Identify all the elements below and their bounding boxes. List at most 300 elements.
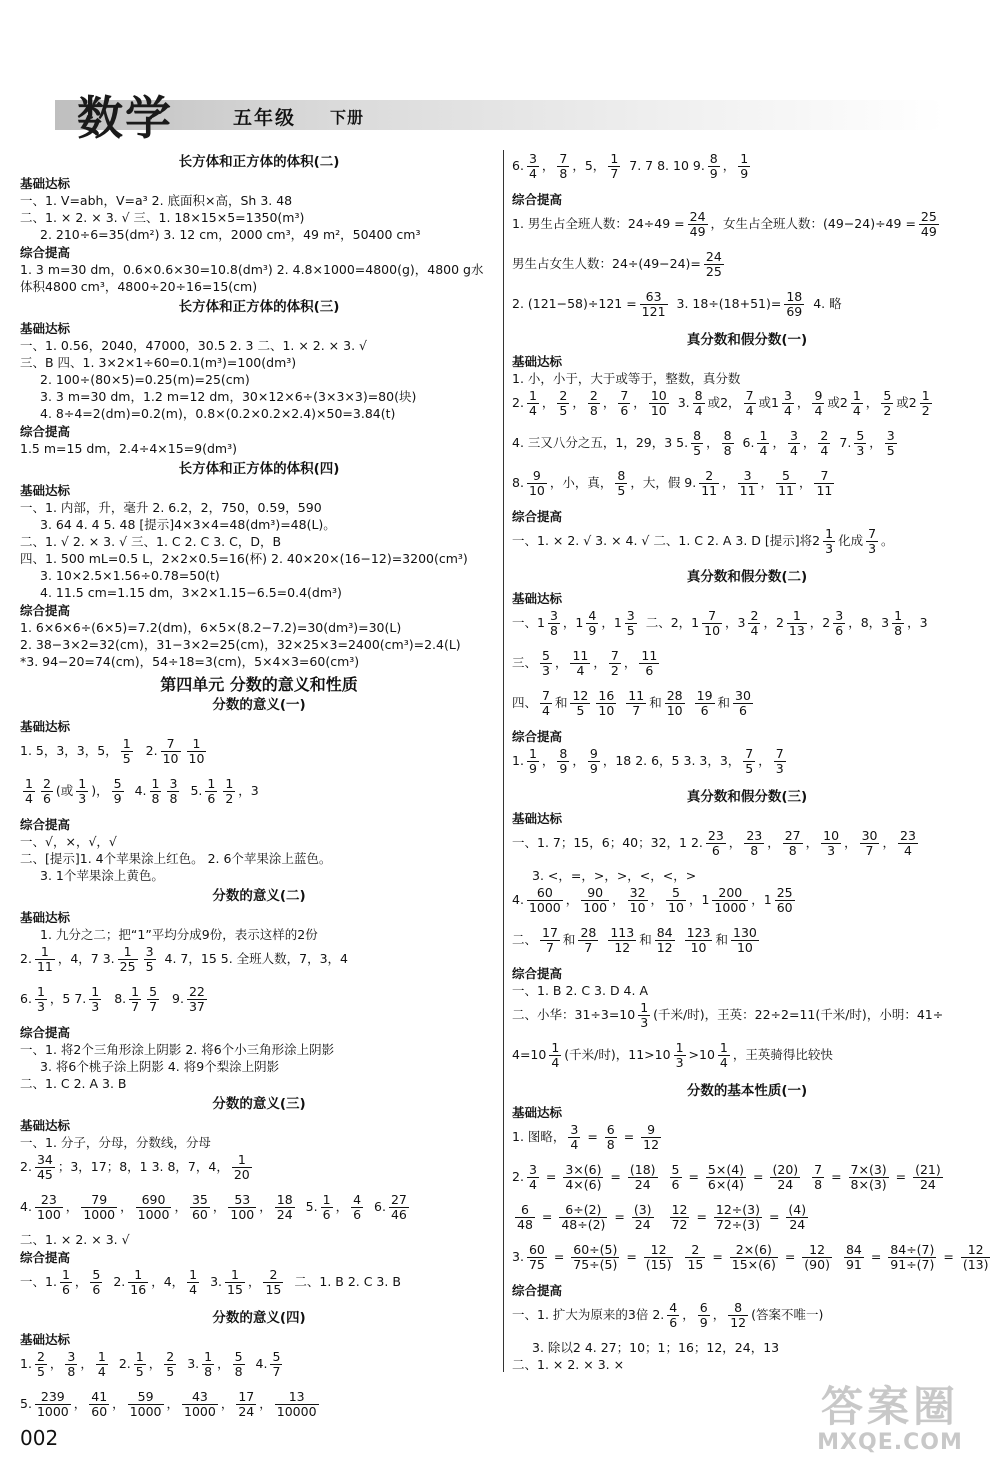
subsection-label: 基础达标: [512, 591, 563, 606]
denominator: 6: [92, 1282, 101, 1297]
numerator: 12: [671, 1202, 688, 1217]
separator: ，: [259, 1199, 272, 1214]
answer-text: 4.: [134, 783, 147, 798]
fraction: [639, 649, 659, 678]
separator: =: [619, 1129, 639, 1144]
subsection-label: 基础达标: [20, 719, 71, 734]
answer-text: 8.: [512, 475, 524, 490]
fraction: [685, 1243, 705, 1272]
answer-text: 一、1. 7；15，6；40；32，1 2.: [512, 835, 703, 850]
numerator: 2: [699, 469, 719, 484]
answer-line: [20, 1041, 498, 1058]
answer-text: 3. 10×2.5×1.56÷0.78=50(t): [40, 568, 220, 583]
denominator: 2: [883, 403, 892, 418]
denominator: 7: [272, 1364, 281, 1379]
separator: =: [827, 1169, 846, 1184]
denominator: 72: [671, 1217, 688, 1232]
separator: =: [891, 1169, 911, 1184]
answer-text: 二、1. × 2. × 3. √ 三、1. 18×15×5=1350(m³): [20, 210, 305, 225]
denominator: 2: [225, 791, 234, 806]
numerator: 1: [61, 1267, 70, 1282]
fraction: [898, 829, 918, 858]
subsection-label: 综合提高: [512, 192, 563, 207]
denominator: 5: [145, 959, 154, 974]
denominator: (15): [645, 1257, 672, 1272]
fraction: [228, 1193, 256, 1222]
separator: ，: [572, 395, 585, 410]
fraction: [718, 1041, 730, 1070]
answer-line: [20, 209, 498, 226]
denominator: 8: [589, 403, 598, 418]
answer-text: 7.: [839, 435, 852, 450]
denominator: 10: [528, 483, 545, 498]
fraction: [202, 1350, 214, 1379]
denominator: 7: [584, 940, 593, 955]
denominator: 8: [750, 843, 759, 858]
denominator: 6: [835, 623, 844, 638]
numerator: 1: [78, 776, 87, 791]
fraction: [236, 1390, 256, 1419]
answer-text: 男生占女生人数：24÷(49−24)=: [512, 256, 701, 271]
answer-text: 二、1. × 2. × 3. ×: [512, 1357, 625, 1372]
numerator: 1: [921, 388, 930, 403]
numerator: 35: [191, 1192, 208, 1207]
answer-line: [512, 467, 982, 507]
separator: ，: [760, 475, 774, 490]
numerator: 5: [856, 428, 865, 443]
answer-text: ，4，7 3.: [57, 951, 115, 966]
numerator: 25: [920, 209, 937, 224]
denominator: 9: [113, 791, 122, 806]
denominator: 4: [694, 403, 703, 418]
section-title: 长方体和正方体的体积(二): [178, 154, 340, 170]
separator: ，: [767, 835, 780, 850]
numerator: 5: [671, 1162, 680, 1177]
separator: ，: [805, 835, 819, 850]
answer-line: [512, 745, 982, 785]
answer-text: 2.: [113, 1274, 126, 1289]
denominator: 9: [709, 166, 718, 181]
numerator: 6: [606, 1122, 615, 1137]
fraction: [730, 1243, 778, 1272]
fraction: [786, 1203, 808, 1232]
fraction: [527, 469, 547, 498]
fraction: [527, 747, 539, 776]
fraction: [275, 1390, 319, 1419]
denominator: 9: [588, 623, 597, 638]
fraction: [655, 926, 675, 955]
fraction: [665, 689, 685, 718]
answer-text: ，小，真，: [549, 475, 613, 490]
fraction: [961, 1243, 991, 1272]
numerator: 34: [36, 1152, 53, 1167]
left-column: [20, 150, 498, 1428]
fraction: [549, 1041, 561, 1070]
fraction: [702, 609, 722, 638]
fraction: [638, 1001, 650, 1030]
fraction: [733, 689, 753, 718]
denominator: 6×(4): [707, 1177, 745, 1192]
fraction: [802, 1243, 832, 1272]
fraction: [892, 609, 904, 638]
fraction: [691, 429, 703, 458]
denominator: 10: [690, 940, 707, 955]
denominator: 46: [390, 1207, 407, 1222]
fraction: [527, 1163, 539, 1192]
answer-text: 4. 三又八分之五，1，29，3 5.: [512, 435, 689, 450]
fraction: [818, 429, 830, 458]
fraction: [147, 985, 159, 1014]
answer-line: [512, 248, 982, 288]
numerator: 123: [686, 925, 711, 940]
fraction: [527, 886, 563, 915]
fraction: [704, 250, 724, 279]
denominator: 15: [687, 1257, 704, 1272]
subsection-label: 基础达标: [20, 176, 71, 191]
answer-text: 一、√，×，√，√: [20, 834, 117, 849]
fraction: [628, 886, 648, 915]
answer-line: [20, 1134, 498, 1151]
subsection-label: 基础达标: [512, 354, 563, 369]
fraction: [685, 926, 713, 955]
numerator: 12: [644, 1243, 674, 1258]
answer-line: [20, 619, 498, 636]
answer-text: 3. 1个苹果涂上黄色。: [40, 868, 164, 883]
denominator: 4: [551, 1055, 560, 1070]
answer-line: [512, 884, 982, 924]
subsection-label: 综合提高: [20, 603, 71, 618]
numerator: 79: [81, 1193, 117, 1208]
fraction: [775, 886, 795, 915]
answer-line: [20, 1058, 498, 1075]
answer-text: 4.: [20, 1199, 32, 1214]
answer-line: [20, 278, 498, 295]
watermark-logo: [790, 1384, 990, 1466]
separator: ，: [758, 753, 771, 768]
fraction: [540, 926, 560, 955]
numerator: 9: [527, 469, 547, 484]
denominator: 48÷(2): [561, 1217, 606, 1232]
denominator: 10: [188, 751, 205, 766]
fraction: [96, 1350, 108, 1379]
numerator: 2: [685, 1243, 705, 1258]
fraction: [90, 1268, 102, 1297]
numerator: 1: [759, 428, 768, 443]
numerator: 690: [136, 1193, 172, 1208]
fraction: [640, 290, 668, 319]
numerator: 239: [35, 1390, 71, 1405]
answer-line: [512, 1241, 989, 1281]
subsection-label: 综合提高: [20, 1025, 71, 1040]
denominator: 8: [788, 843, 797, 858]
answer-line: [20, 550, 498, 567]
numerator: 28: [580, 925, 597, 940]
answer-text: 2. 38−3×2=32(cm)，31−3×2=25(cm)，32×25×3=2400(cm³)=2.4(L): [20, 637, 461, 652]
answer-line: [20, 867, 498, 884]
fraction: [812, 389, 824, 418]
separator: ，: [633, 395, 646, 410]
fraction: [670, 1163, 682, 1192]
answer-text: ，女生占全班人数：(49−24)÷49 =: [710, 216, 916, 231]
numerator: 1: [852, 388, 861, 403]
fraction: [557, 389, 569, 418]
denominator: 15×(6): [731, 1257, 776, 1272]
answer-text: 一、1. × 2. √ 3. × 4. √ 二、1. C 2. A 3. D [提示]将2: [512, 533, 821, 548]
right-column: [512, 150, 989, 1373]
answer-line: [20, 499, 498, 516]
denominator: 8: [234, 1364, 243, 1379]
denominator: 10: [162, 751, 179, 766]
answer-text: (千米/时)，王英：22÷2=11(千米/时)，小明：41÷: [653, 1007, 944, 1022]
denominator: 3: [640, 1015, 649, 1030]
numerator: 60: [528, 1242, 545, 1257]
fraction: [920, 389, 932, 418]
answer-line: [512, 999, 982, 1039]
numerator: 60÷(5): [573, 1242, 618, 1257]
denominator: 11: [701, 483, 718, 498]
denominator: 6: [669, 1315, 678, 1330]
denominator: 11: [36, 959, 53, 974]
numerator: 1: [719, 1040, 728, 1055]
numerator: 60: [527, 886, 563, 901]
answer-text: 6.: [20, 991, 32, 1006]
separator: ，: [798, 475, 812, 490]
numerator: 8: [693, 428, 702, 443]
denominator: 37: [188, 999, 205, 1014]
answer-text: ，5，: [572, 158, 606, 173]
denominator: 15: [265, 1282, 282, 1297]
numerator: 18: [786, 289, 803, 304]
fraction: [557, 152, 569, 181]
fraction: [571, 1243, 619, 1272]
separator: =: [606, 1169, 625, 1184]
separator: ，: [335, 1199, 349, 1214]
fraction: [321, 1193, 333, 1222]
section-title: 真分数和假分数(二): [686, 569, 808, 585]
fraction: [706, 1163, 746, 1192]
denominator: 60: [191, 1207, 208, 1222]
numerator: 8: [617, 468, 626, 483]
fraction: [605, 1123, 617, 1152]
denominator: 3: [856, 443, 865, 458]
answer-line: [20, 388, 498, 405]
fraction: [844, 1243, 864, 1272]
answer-line: [512, 208, 982, 248]
separator: ，: [148, 1356, 162, 1371]
fraction: [866, 527, 878, 556]
denominator: 5: [617, 483, 626, 498]
answer-line: [512, 867, 982, 884]
answer-line: [20, 1388, 498, 1428]
numerator: (18): [629, 1162, 656, 1177]
numerator: 4: [669, 1300, 678, 1315]
numerator: 12: [961, 1243, 991, 1258]
denominator: 4: [719, 1055, 728, 1070]
separator: ，: [706, 435, 719, 450]
section-title: 真分数和假分数(三): [686, 789, 808, 805]
denominator: 4: [759, 443, 768, 458]
answer-line: [20, 1151, 498, 1191]
fraction: [888, 1243, 936, 1272]
separator: ，: [650, 892, 664, 907]
denominator: 6: [711, 843, 720, 858]
answer-line: [20, 371, 498, 388]
fraction: [65, 1350, 77, 1379]
fraction: [275, 1193, 295, 1222]
answer-line: [20, 943, 498, 983]
fraction: [688, 210, 708, 239]
fraction: [167, 777, 179, 806]
section-title: 长方体和正方体的体积(三): [178, 299, 340, 315]
fraction: [128, 1268, 148, 1297]
answer-text: 四、1. 500 mL=0.5 L，2×2×0.5=16(杯) 2. 40×20×(16−12)=3200(cm³): [20, 551, 468, 566]
fraction: [187, 737, 207, 766]
fraction: [182, 1390, 218, 1419]
answer-text: (千米/时)，11>10: [564, 1047, 671, 1062]
numerator: 25: [776, 885, 793, 900]
numerator: 10: [823, 828, 840, 843]
subsection-label: 综合提高: [20, 424, 71, 439]
fraction: [812, 1163, 824, 1192]
answer-text: 2.: [20, 1159, 32, 1174]
numerator: 8: [723, 428, 732, 443]
answer-line: [512, 1339, 982, 1356]
page-header: [55, 82, 945, 145]
numerator: 1: [551, 1040, 560, 1055]
denominator: 1000: [137, 1207, 170, 1222]
denominator: 8: [169, 791, 178, 806]
separator: ，: [74, 1274, 88, 1289]
answer-text: 三、B 四、1. 3×2×1÷60=0.1(m³)=100(dm³): [20, 355, 297, 370]
numerator: 28: [666, 688, 683, 703]
numerator: 5: [542, 648, 550, 663]
separator: ，: [802, 435, 816, 450]
denominator: 6: [671, 1177, 680, 1192]
numerator: 5: [776, 469, 796, 484]
denominator: (13): [962, 1257, 989, 1272]
fraction: [35, 1153, 55, 1182]
numerator: 1: [187, 737, 207, 752]
fraction: [129, 985, 141, 1014]
numerator: 7: [702, 609, 722, 624]
fraction: [628, 1163, 658, 1192]
answer-line: [20, 192, 498, 209]
answer-text: 4.: [512, 892, 524, 907]
numerator: 8: [709, 151, 718, 166]
answer-line: [512, 525, 982, 565]
denominator: 3: [91, 999, 100, 1014]
denominator: 24: [777, 1177, 794, 1192]
numerator: 19: [696, 688, 713, 703]
numerator: 7: [610, 648, 619, 663]
fraction: [559, 1203, 607, 1232]
numerator: 9: [589, 746, 598, 761]
numerator: 4: [353, 1192, 362, 1207]
answer-text: 二、1. C 2. A 3. B: [20, 1076, 127, 1091]
numerator: 5×(4): [707, 1162, 745, 1177]
answer-line: [20, 926, 498, 943]
fraction: [136, 1193, 172, 1222]
answer-text: 1. 九分之二；把“1”平均分成9份，表示这样的2份: [40, 927, 318, 942]
denominator: 49: [920, 224, 937, 239]
denominator: 5: [122, 751, 131, 766]
denominator: 24: [919, 1177, 936, 1192]
fraction: [784, 290, 804, 319]
separator: ，: [65, 1199, 79, 1214]
answer-line: [20, 1075, 498, 1092]
answer-text: ，大，假 9.: [630, 475, 697, 490]
answer-line: [512, 1201, 982, 1241]
denominator: 3: [825, 541, 834, 556]
answer-text: 9.: [172, 991, 184, 1006]
fraction: [225, 1268, 245, 1297]
answer-line: [20, 1191, 498, 1231]
numerator: 3: [789, 428, 798, 443]
fraction: [919, 210, 939, 239]
separator: ，: [80, 1356, 93, 1371]
subsection-label: 基础达标: [512, 811, 563, 826]
denominator: 10: [629, 900, 646, 915]
numerator: 84: [845, 1242, 862, 1257]
numerator: 23: [35, 1193, 63, 1208]
fraction: [588, 389, 600, 418]
denominator: 3: [675, 1055, 684, 1070]
fraction: [568, 1123, 580, 1152]
numerator: 7: [745, 388, 754, 403]
fraction: [821, 829, 841, 858]
answer-line: [20, 516, 498, 533]
fraction: [776, 469, 796, 498]
section-title: 分数的基本性质(一): [686, 1083, 808, 1099]
fraction: [609, 649, 621, 678]
denominator: 8: [151, 791, 160, 806]
answer-text: 二、[提示]1. 4个苹果涂上红色。 2. 6个苹果涂上蓝色。: [20, 851, 332, 866]
denominator: 8: [723, 443, 732, 458]
fraction: [588, 747, 600, 776]
answer-text: 2.: [20, 951, 32, 966]
numerator: 1: [640, 1000, 649, 1015]
fraction: [626, 689, 646, 718]
answer-line: [20, 405, 498, 422]
answer-line: [512, 687, 982, 727]
numerator: 1: [740, 151, 749, 166]
denominator: 24: [634, 1177, 651, 1192]
fraction: [618, 389, 630, 418]
numerator: 1: [225, 1268, 245, 1283]
answer-text: 2.: [118, 1356, 131, 1371]
answer-text: 或2: [827, 395, 848, 410]
denominator: 24: [238, 1404, 255, 1419]
denominator: 100: [230, 1207, 255, 1222]
denominator: 7: [610, 166, 619, 181]
denominator: 24: [276, 1207, 293, 1222]
answer-text: 或2，: [707, 395, 741, 410]
answer-text: )，: [91, 783, 109, 798]
numerator: 2: [42, 776, 51, 791]
fraction: [670, 1203, 690, 1232]
separator: ，: [541, 753, 555, 768]
numerator: 12÷(3): [715, 1202, 760, 1217]
numerator: 12: [572, 688, 589, 703]
numerator: 3×(6): [565, 1162, 602, 1177]
numerator: 1: [528, 388, 537, 403]
separator: =: [610, 1209, 629, 1224]
numerator: 1: [36, 984, 45, 999]
answer-line: [512, 150, 982, 190]
separator: =: [583, 1129, 602, 1144]
numerator: 11: [572, 648, 589, 663]
subject-title: 数学: [77, 91, 173, 145]
